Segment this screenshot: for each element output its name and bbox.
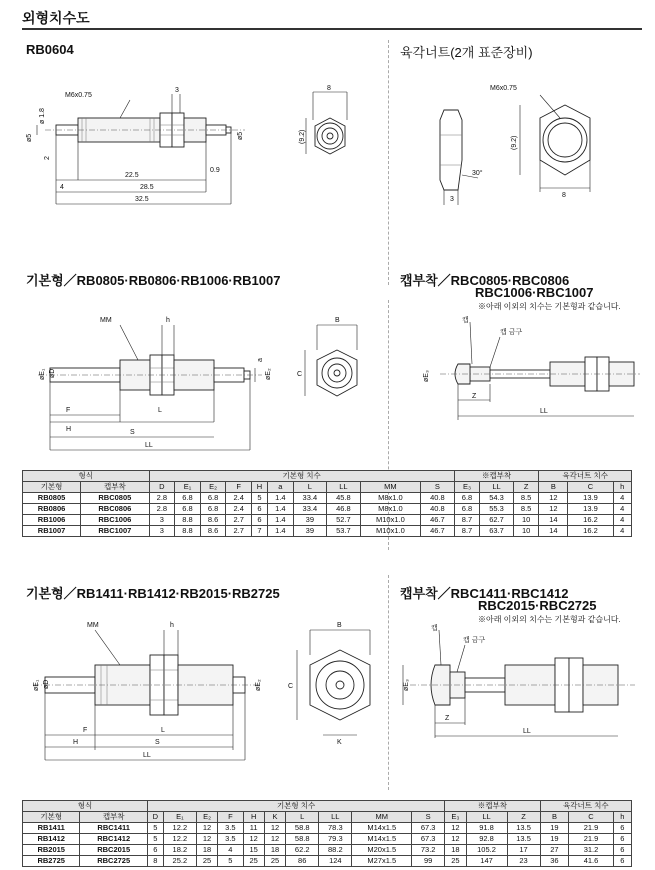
table-cell: 25 (264, 856, 285, 867)
table-cell: 3.5 (218, 823, 243, 834)
table-cell: 8.5 (513, 504, 539, 515)
table-cell: RB0805 (23, 493, 81, 504)
table-cell: 5 (218, 856, 243, 867)
table-cell: 8.5 (513, 493, 539, 504)
label-fitting: 캡 금구 (463, 637, 486, 644)
table-cell: M10x1.0 (360, 526, 421, 537)
column-header: D (147, 812, 163, 823)
table-cell: RBC0805 (81, 493, 149, 504)
section-title-basic-large: 기본형／RB1411·RB1412·RB2015·RB2725 (26, 586, 280, 601)
drawing-basic-small-end (295, 310, 380, 405)
label-nut-30: 30° (472, 170, 483, 177)
table-cell: 1.4 (267, 493, 293, 504)
column-header: F (218, 812, 243, 823)
table-cell: 12.2 (163, 823, 196, 834)
label-cap: 캡 (462, 317, 469, 324)
label-thread: M6x0.75 (65, 92, 92, 99)
section-title-rb0604: RB0604 (26, 42, 74, 57)
label-B: B (337, 622, 342, 629)
label-H: H (73, 739, 79, 746)
table-row (23, 823, 632, 834)
column-header: 기본형 (23, 482, 81, 493)
table-cell: 46.7 (421, 526, 455, 537)
table-cell: 14 (539, 526, 568, 537)
table-cell: 36 (540, 856, 569, 867)
divider (388, 40, 389, 285)
table-cell: 18 (196, 845, 217, 856)
table-cell: 147 (466, 856, 507, 867)
table-cell: 62.2 (286, 845, 319, 856)
note-cap-large: ※아래 이외의 치수는 기본형과 같습니다. (478, 615, 621, 624)
drawing-cap-large (395, 620, 645, 745)
table-row (23, 856, 632, 867)
column-header: K (264, 812, 285, 823)
table-cell: 8.8 (175, 526, 201, 537)
table-cell: 25 (196, 856, 217, 867)
label-nut-92: (9.2) (511, 135, 518, 150)
column-header: LL (466, 812, 507, 823)
table-cell: 63.7 (480, 526, 514, 537)
table-cell: RB1412 (23, 834, 80, 845)
label-325: 32.5 (135, 196, 149, 203)
table-cell: 46.7 (421, 515, 455, 526)
table-cell: 39 (293, 515, 327, 526)
label-225: 22.5 (125, 172, 139, 179)
label-E3: øE₃ (423, 370, 430, 382)
table-cell: 3 (149, 515, 175, 526)
table-cell: 10 (513, 515, 539, 526)
column-header: B (539, 482, 568, 493)
label-E1: øE₁ (39, 368, 46, 380)
table-cell: 7 (251, 526, 267, 537)
label-nut-thread: M6x0.75 (490, 85, 517, 92)
table-cell: 41.6 (569, 856, 614, 867)
table-cell: 6 (613, 856, 631, 867)
table-cell: 6 (613, 823, 631, 834)
label-phi5a: ø5 (26, 133, 33, 142)
table-cell: RBC0806 (81, 504, 149, 515)
column-header: D (149, 482, 175, 493)
table-cell: 67.3 (412, 823, 445, 834)
table-cell: 1.4 (267, 526, 293, 537)
table-cell: 4 (613, 504, 631, 515)
drawing-rb0604 (20, 80, 300, 210)
table-cell: 12 (539, 493, 568, 504)
label-92: (9.2) (299, 129, 306, 144)
table-cell: 8.6 (200, 515, 226, 526)
label-cap-LL: LL (540, 408, 548, 415)
column-header: Z (513, 482, 539, 493)
table-cell: 2.7 (226, 515, 252, 526)
table-cell: 40.8 (421, 504, 455, 515)
table-cell: 19 (540, 834, 569, 845)
label-K: K (337, 739, 342, 745)
table-cell: 6.8 (175, 493, 201, 504)
column-header: C (569, 812, 614, 823)
label-h: h (166, 317, 170, 324)
column-header: MM (352, 812, 412, 823)
table-cell: 16.2 (568, 526, 613, 537)
label-phi18: ø 1.8 (39, 108, 46, 124)
table-cell: 39 (293, 526, 327, 537)
table-cell: 25 (243, 856, 264, 867)
drawing-basic-large (25, 615, 270, 765)
label-B: B (335, 317, 340, 324)
table-cell: 6 (251, 504, 267, 515)
label-nut-8: 8 (562, 192, 566, 199)
drawing-hexnut (420, 80, 640, 205)
table-cell: 5 (147, 823, 163, 834)
label-MM: MM (100, 317, 112, 324)
section-title-hexnut: 육각너트(2개 표준장비) (400, 45, 533, 60)
table-cell: M20x1.5 (352, 845, 412, 856)
column-header: S (421, 482, 455, 493)
label-2: 2 (44, 156, 51, 160)
table-cell: 2.4 (226, 504, 252, 515)
table-cell: 8 (147, 856, 163, 867)
label-S: S (155, 739, 160, 746)
table-row (23, 845, 632, 856)
section-title-cap-small-2: RBC1006·RBC1007 (475, 285, 594, 300)
table-cell: 12 (243, 834, 264, 845)
column-header: L (293, 482, 327, 493)
table-cell: 99 (412, 856, 445, 867)
table-cell: 8.7 (454, 515, 480, 526)
spec-table-1 (22, 470, 632, 537)
table-cell: 23 (507, 856, 540, 867)
table-cell: 40.8 (421, 493, 455, 504)
table-cell: 12 (539, 504, 568, 515)
table-cell: 13.5 (507, 834, 540, 845)
table-cell: 105.2 (466, 845, 507, 856)
table-cell: 18 (445, 845, 466, 856)
table-cell: 8.7 (454, 526, 480, 537)
column-header: E₁ (175, 482, 201, 493)
column-header: H (251, 482, 267, 493)
group-header: 기본형 치수 (147, 801, 444, 812)
label-E1: øE₁ (33, 679, 40, 691)
table-cell: 52.7 (327, 515, 361, 526)
table-cell: 12 (264, 834, 285, 845)
table-cell: RB1411 (23, 823, 80, 834)
label-3: 3 (175, 87, 179, 94)
column-header: MM (360, 482, 421, 493)
table-cell: RBC1007 (81, 526, 149, 537)
title-rule (22, 28, 642, 30)
table-cell: 12.2 (163, 834, 196, 845)
label-C: C (288, 683, 294, 690)
table-cell: 33.4 (293, 504, 327, 515)
label-Z: Z (472, 393, 477, 400)
table-cell: 8.6 (200, 526, 226, 537)
table-cell: 58.8 (286, 823, 319, 834)
table-cell: 21.9 (569, 823, 614, 834)
table-cell: 6.8 (454, 493, 480, 504)
group-header: 육각너트 치수 (540, 801, 631, 812)
table-cell: 18.2 (163, 845, 196, 856)
table-cell: M27x1.5 (352, 856, 412, 867)
group-header: ※캡부착 (445, 801, 540, 812)
column-header: LL (327, 482, 361, 493)
column-header: Z (507, 812, 540, 823)
table-cell: RB1007 (23, 526, 81, 537)
table-cell: 14 (539, 515, 568, 526)
group-header: 기본형 치수 (149, 471, 454, 482)
label-8: 8 (327, 85, 331, 92)
table-cell: 6 (251, 515, 267, 526)
table-cell: 86 (286, 856, 319, 867)
label-fitting: 캡 금구 (500, 329, 523, 336)
table-cell: RBC2725 (80, 856, 148, 867)
table-cell: 13.9 (568, 493, 613, 504)
table-cell: 4 (613, 493, 631, 504)
table-cell: RB0806 (23, 504, 81, 515)
table-cell: 5 (251, 493, 267, 504)
table-cell: 4 (218, 845, 243, 856)
table-cell: 45.8 (327, 493, 361, 504)
label-nut-3: 3 (450, 196, 454, 203)
drawing-basic-large-end (285, 615, 385, 745)
table-cell: 53.7 (327, 526, 361, 537)
table-cell: 3 (149, 526, 175, 537)
table-cell: 6.8 (454, 504, 480, 515)
table-cell: 15 (243, 845, 264, 856)
table-cell: 55.3 (480, 504, 514, 515)
divider (388, 575, 389, 790)
column-header: H (243, 812, 264, 823)
section-title-cap-large-1: 캡부착／RBC1411·RBC1412 (400, 586, 569, 601)
table-cell: 6 (147, 845, 163, 856)
column-header: E₂ (196, 812, 217, 823)
table-cell: RB1006 (23, 515, 81, 526)
table-cell: 27 (540, 845, 569, 856)
table-cell: RB2725 (23, 856, 80, 867)
label-E3: øE₃ (403, 679, 410, 691)
table-cell: 3.5 (218, 834, 243, 845)
table-cell: 88.2 (319, 845, 352, 856)
label-MM: MM (87, 622, 99, 629)
drawing-rb0604-end (280, 80, 375, 180)
column-header: S (412, 812, 445, 823)
column-header: a (267, 482, 293, 493)
label-LL: LL (145, 442, 153, 449)
column-header: LL (480, 482, 514, 493)
label-cap-LL: LL (523, 728, 531, 735)
table-cell: RBC1411 (80, 823, 148, 834)
label-LL: LL (143, 752, 151, 759)
table-cell: 46.8 (327, 504, 361, 515)
group-header: ※캡부착 (454, 471, 539, 482)
table-cell: 54.3 (480, 493, 514, 504)
group-header: 형식 (23, 471, 150, 482)
table-cell: 21.9 (569, 834, 614, 845)
page-title: 외형치수도 (22, 10, 90, 26)
label-cap: 캡 (431, 625, 438, 632)
column-header: L (286, 812, 319, 823)
table-cell: 78.3 (319, 823, 352, 834)
table-cell: 19 (540, 823, 569, 834)
table-cell: 2.7 (226, 526, 252, 537)
table-row (23, 526, 632, 537)
table-cell: 62.7 (480, 515, 514, 526)
table-cell: 13.5 (507, 823, 540, 834)
table-cell: 25 (445, 856, 466, 867)
label-D: øD (43, 679, 50, 689)
group-header: 형식 (23, 801, 148, 812)
table-cell: 124 (319, 856, 352, 867)
column-header: E₁ (163, 812, 196, 823)
table-cell: 5 (147, 834, 163, 845)
column-header: 캡부착 (80, 812, 148, 823)
label-S: S (130, 429, 135, 436)
drawing-cap-small (400, 312, 645, 422)
column-header: 기본형 (23, 812, 80, 823)
table-cell: 58.8 (286, 834, 319, 845)
section-title-cap-small-1: 캡부착／RBC0805·RBC0806 (400, 273, 570, 288)
label-h: h (170, 622, 174, 629)
column-header: C (568, 482, 613, 493)
table-cell: 25.2 (163, 856, 196, 867)
table-cell: 4 (613, 515, 631, 526)
label-4: 4 (60, 184, 64, 191)
column-header: 캡부착 (81, 482, 149, 493)
table-cell: 12 (264, 823, 285, 834)
table-cell: 16.2 (568, 515, 613, 526)
table-cell: 6.8 (200, 493, 226, 504)
column-header: h (613, 482, 631, 493)
table-cell: M14x1.5 (352, 823, 412, 834)
table-row (23, 504, 632, 515)
table-cell: RBC2015 (80, 845, 148, 856)
label-a: a (257, 358, 264, 362)
table-cell: 1.4 (267, 515, 293, 526)
table-cell: 18 (264, 845, 285, 856)
table-cell: M14x1.5 (352, 834, 412, 845)
column-header: h (613, 812, 631, 823)
label-09: 0.9 (210, 167, 220, 174)
table-cell: 2.8 (149, 493, 175, 504)
table-cell: 13.9 (568, 504, 613, 515)
table-cell: 12 (196, 834, 217, 845)
label-E2: øE₂ (265, 368, 272, 380)
table-cell: RBC1006 (81, 515, 149, 526)
table-cell: M8x1.0 (360, 504, 421, 515)
table-cell: RBC1412 (80, 834, 148, 845)
label-C: C (297, 371, 303, 378)
column-header: E₃ (445, 812, 466, 823)
label-Z: Z (445, 715, 450, 722)
table-cell: 6 (613, 845, 631, 856)
label-D: øD (49, 368, 56, 378)
table-row (23, 515, 632, 526)
table-cell: 6.8 (175, 504, 201, 515)
table-cell: 17 (507, 845, 540, 856)
label-L: L (158, 407, 162, 414)
label-H: H (66, 426, 72, 433)
column-header: E₃ (454, 482, 480, 493)
label-phi5b: ø5 (237, 131, 244, 140)
table-cell: 67.3 (412, 834, 445, 845)
note-cap-small: ※아래 이외의 치수는 기본형과 같습니다. (478, 302, 621, 311)
table-cell: 2.4 (226, 493, 252, 504)
table-cell: 33.4 (293, 493, 327, 504)
column-header: E₂ (200, 482, 226, 493)
table-cell: 6 (613, 834, 631, 845)
label-F: F (83, 727, 88, 734)
label-285: 28.5 (140, 184, 154, 191)
table-cell: 6.8 (200, 504, 226, 515)
label-L: L (161, 727, 165, 734)
table-cell: 91.8 (466, 823, 507, 834)
table-cell: 12 (445, 834, 466, 845)
table-cell: 4 (613, 526, 631, 537)
section-title-basic-small: 기본형／RB0805·RB0806·RB1006·RB1007 (26, 273, 281, 288)
table-cell: 8.8 (175, 515, 201, 526)
table-row (23, 834, 632, 845)
section-title-cap-large-2: RBC2015·RBC2725 (478, 598, 597, 613)
table-cell: M8x1.0 (360, 493, 421, 504)
column-header: LL (319, 812, 352, 823)
table-row (23, 493, 632, 504)
table-cell: M10x1.0 (360, 515, 421, 526)
table-cell: 1.4 (267, 504, 293, 515)
column-header: F (226, 482, 252, 493)
table-cell: 79.3 (319, 834, 352, 845)
table-cell: 92.8 (466, 834, 507, 845)
table-cell: 10 (513, 526, 539, 537)
table-cell: 2.8 (149, 504, 175, 515)
drawing-basic-small (30, 310, 295, 455)
label-F: F (66, 407, 71, 414)
table-cell: 73.2 (412, 845, 445, 856)
table-cell: 11 (243, 823, 264, 834)
table-cell: RB2015 (23, 845, 80, 856)
table-cell: 31.2 (569, 845, 614, 856)
table-cell: 12 (196, 823, 217, 834)
table-cell: 12 (445, 823, 466, 834)
spec-table-2 (22, 800, 632, 867)
column-header: B (540, 812, 569, 823)
label-E2: øE₂ (255, 679, 262, 691)
group-header: 육각너트 치수 (539, 471, 632, 482)
